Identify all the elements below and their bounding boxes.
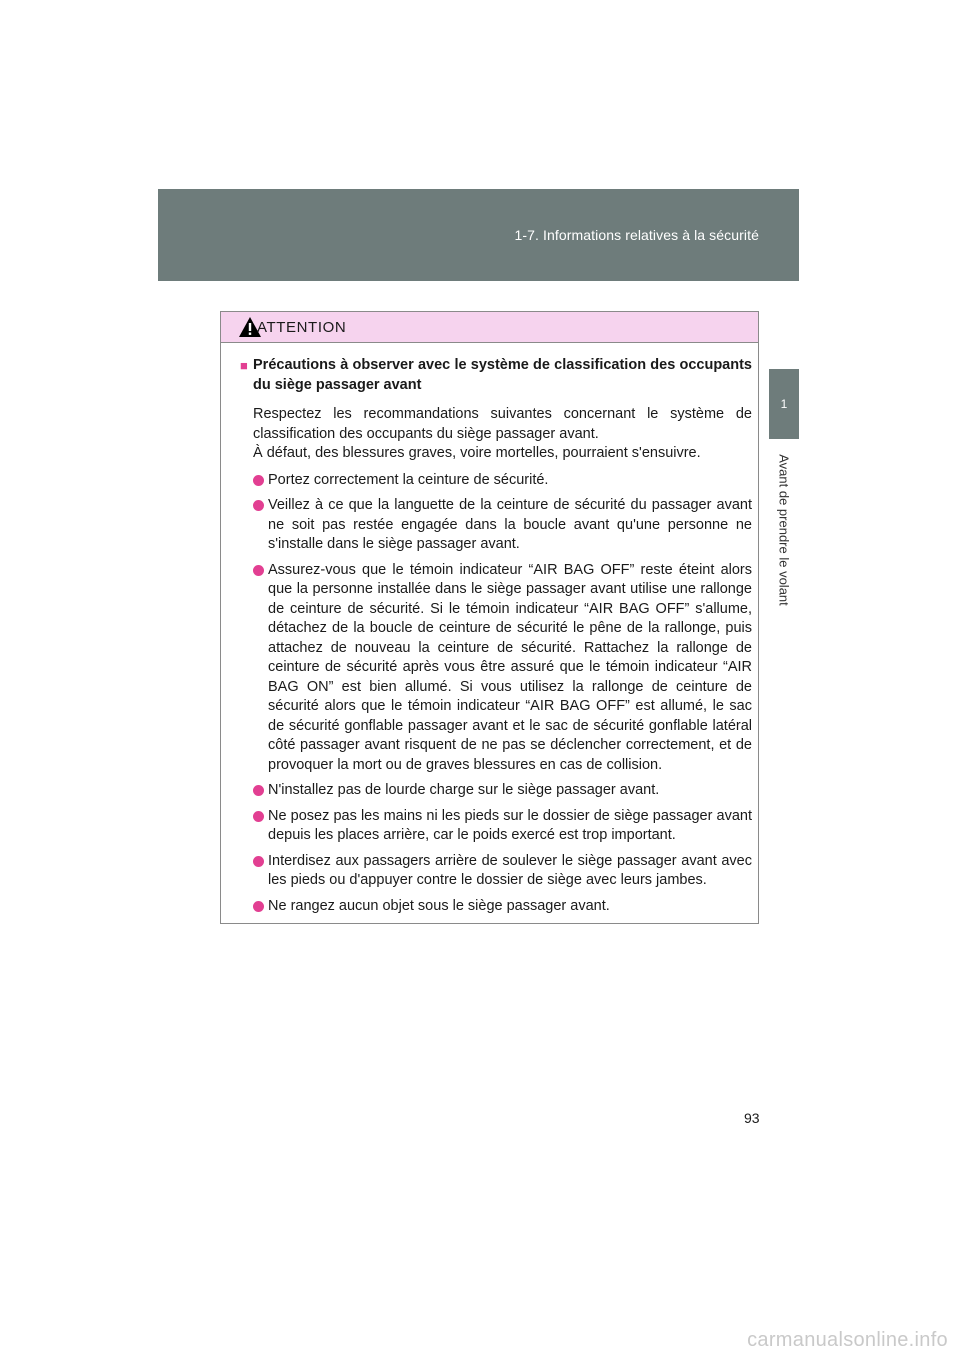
bullet-dot-icon [253, 901, 264, 912]
list-item [253, 471, 752, 491]
precaution-list [253, 471, 752, 917]
caution-box [220, 311, 759, 924]
chapter-header-band [158, 189, 799, 281]
list-item-text: Interdisez aux passagers arrière de soulever le siège passager avant avec les pieds ou d'appuyer contre le dossier de siège avec leurs jambes. [268, 852, 752, 888]
square-bullet-icon: ■ [240, 358, 248, 373]
list-item-text: Portez correctement la ceinture de sécurité. [268, 471, 549, 488]
list-item-text: Ne posez pas les mains ni les pieds sur le dossier de siège passager avant depuis les places arrière, car le poids exercé est trop important. [268, 807, 752, 843]
list-item-text: N'installez pas de lourde charge sur le siège passager avant. [268, 782, 660, 798]
list-item-text: Veillez à ce que la languette de la ceinture de sécurité du passager avant ne soit pas restée engagée dans la boucle avant qu'une personne ne s'installe dans le siège passager avant. [268, 497, 752, 552]
caution-body [221, 343, 758, 916]
caution-title: ATTENTION [257, 319, 347, 336]
list-item [253, 561, 752, 776]
chapter-number: 1 [780, 397, 788, 411]
chapter-tab [769, 369, 799, 439]
list-item [253, 781, 752, 801]
watermark-text: carmanualsonline.info [747, 1329, 948, 1351]
bullet-dot-icon [253, 475, 264, 486]
bullet-dot-icon [253, 811, 264, 822]
list-item-text: Assurez-vous que le témoin indicateur “AIR BAG OFF” reste éteint alors que la personne installée dans le siège passager avant utilise une rallonge de ceinture de sécurité. Si le témoin indicateur “AIR BAG OFF” s'allume, détachez de la boucle de ceinture de sécurité le pêne de la rallonge, puis attachez de nouveau la ceinture de sécurité. Rattachez la rallonge de ceinture de sécurité après vous être assuré que le témoin indicateur “AIR BAG ON” est bien allumé. Si vous utilisez la rallonge de ceinture de sécurité alors que le témoin indicateur “AIR BAG OFF” est allumé, le sac de sécurité gonflable passager avant et le sac de sécurité gonflable latéral côté passager avant risquent de ne pas se déclencher correctement, et de provoquer la mort ou de graves blessures en cas de collision. [268, 561, 752, 773]
intro-line: À défaut, des blessures graves, voire mortelles, pourraient s'ensuivre. [253, 445, 701, 461]
chapter-label-text: Avant de prendre le volant [776, 454, 792, 606]
list-item-text: Ne rangez aucun objet sous le siège passager avant. [268, 897, 610, 914]
bullet-dot-icon [253, 565, 264, 576]
list-item [253, 807, 752, 846]
list-item [253, 897, 752, 917]
bullet-dot-icon [253, 500, 264, 511]
section-heading-text: Précautions à observer avec le système de classification des occupants du siège passager avant [253, 357, 752, 393]
caution-header [221, 312, 758, 343]
list-item [253, 496, 752, 555]
intro-line: Respectez les recommandations suivantes concernant le système de classification des occupants du siège passager avant. [253, 406, 752, 442]
section-title: 1-7. Informations relatives à la sécurité [514, 227, 759, 243]
section-heading [240, 356, 752, 395]
list-item [253, 852, 752, 891]
bullet-dot-icon [253, 856, 264, 867]
page-number: 93 [744, 1110, 760, 1126]
intro-paragraph [253, 405, 752, 464]
bullet-dot-icon [253, 785, 264, 796]
